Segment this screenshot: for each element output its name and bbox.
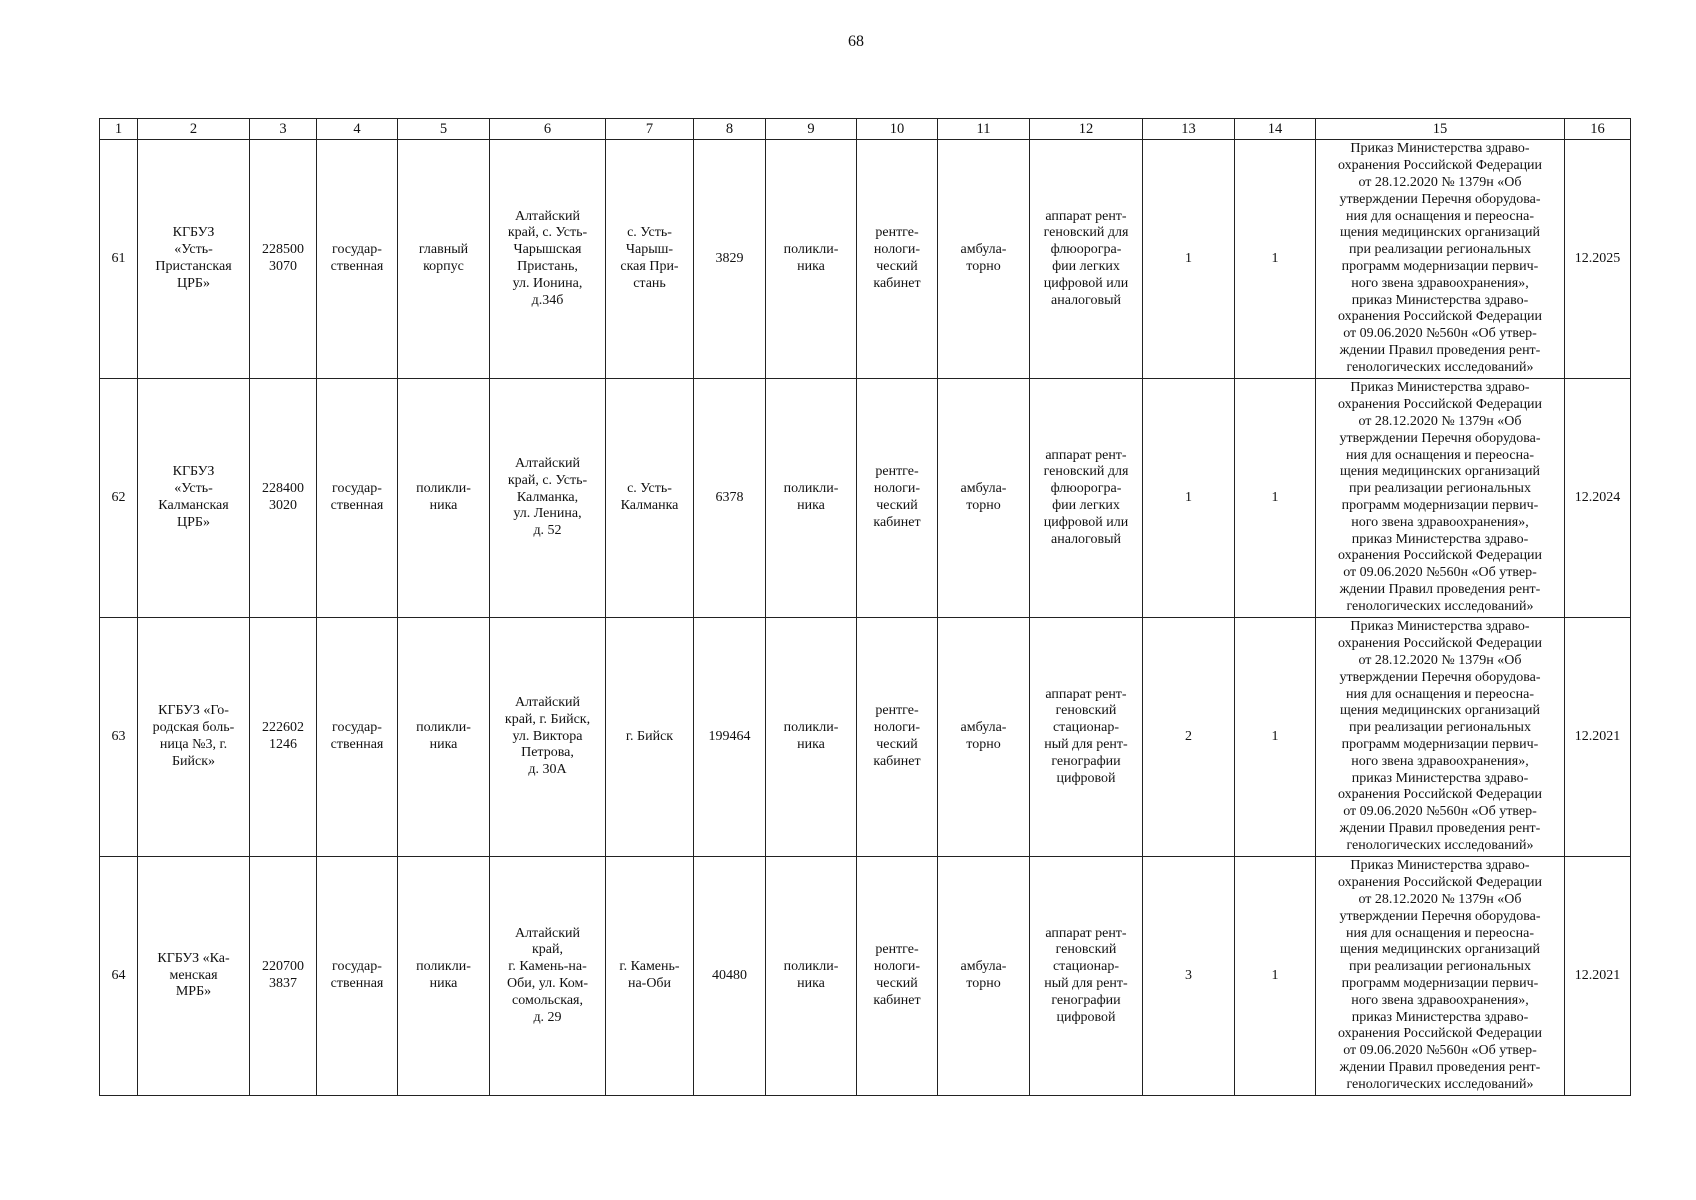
column-header: 14 — [1235, 119, 1316, 140]
equipment-cell: аппарат рент- геновский для флюорогра- фии легких цифровой или аналоговый — [1030, 379, 1143, 618]
care-mode-cell: амбула- торно — [938, 379, 1030, 618]
table-row — [100, 857, 1631, 1096]
unit-type-cell: поликли- ника — [766, 379, 857, 618]
org-code-cell: 220700 3837 — [250, 857, 317, 1096]
column-header: 6 — [490, 119, 606, 140]
department-cell: рентге- нологи- ческий кабинет — [857, 379, 938, 618]
address-cell: Алтайский край, с. Усть- Калманка, ул. Ленина, д. 52 — [490, 379, 606, 618]
address-cell: Алтайский край, с. Усть- Чарышская Пристань, ул. Ионина, д.34б — [490, 140, 606, 379]
equipment-cell: аппарат рент- геновский стационар- ный для рент- генографии цифровой — [1030, 857, 1143, 1096]
legal-basis-cell: Приказ Министерства здраво- охранения Российской Федерации от 28.12.2020 № 1379н «Об утверждении Перечня оборудова- ния для оснащения и переосна- щения медицинских организаций при реализации региональных программ модернизации первич- ного звена здравоохранения», приказ Министерства здраво- охранения Российской Федерации от 09.06.2020 №560н «Об утвер- ждении Правил проведения рент- генологических исследований» — [1316, 857, 1565, 1096]
column-13-cell: 2 — [1143, 618, 1235, 857]
column-14-cell: 1 — [1235, 140, 1316, 379]
column-13-cell: 3 — [1143, 857, 1235, 1096]
column-header: 1 — [100, 119, 138, 140]
table-row — [100, 140, 1631, 379]
population-cell: 199464 — [694, 618, 766, 857]
row-number-cell: 64 — [100, 857, 138, 1096]
column-header: 13 — [1143, 119, 1235, 140]
building-cell: поликли- ника — [398, 618, 490, 857]
building-cell: главный корпус — [398, 140, 490, 379]
column-header: 11 — [938, 119, 1030, 140]
care-mode-cell: амбула- торно — [938, 140, 1030, 379]
column-13-cell: 1 — [1143, 379, 1235, 618]
column-14-cell: 1 — [1235, 857, 1316, 1096]
ownership-cell: государ- ственная — [317, 857, 398, 1096]
organization-cell: КГБУЗ «Усть- Пристанская ЦРБ» — [138, 140, 250, 379]
row-number-cell: 62 — [100, 379, 138, 618]
care-mode-cell: амбула- торно — [938, 618, 1030, 857]
legal-basis-cell: Приказ Министерства здраво- охранения Российской Федерации от 28.12.2020 № 1379н «Об утверждении Перечня оборудова- ния для оснащения и переосна- щения медицинских организаций при реализации региональных программ модернизации первич- ного звена здравоохранения», приказ Министерства здраво- охранения Российской Федерации от 09.06.2020 №560н «Об утвер- ждении Правил проведения рент- генологических исследований» — [1316, 618, 1565, 857]
department-cell: рентге- нологи- ческий кабинет — [857, 140, 938, 379]
org-code-cell: 228500 3070 — [250, 140, 317, 379]
equipment-cell: аппарат рент- геновский стационар- ный для рент- генографии цифровой — [1030, 618, 1143, 857]
locality-cell: с. Усть- Чарыш- ская При- стань — [606, 140, 694, 379]
building-cell: поликли- ника — [398, 379, 490, 618]
org-code-cell: 228400 3020 — [250, 379, 317, 618]
date-cell: 12.2021 — [1565, 618, 1631, 857]
organization-cell: КГБУЗ «Го- родская боль- ница №3, г. Бийск» — [138, 618, 250, 857]
column-header: 12 — [1030, 119, 1143, 140]
column-header: 10 — [857, 119, 938, 140]
column-header: 16 — [1565, 119, 1631, 140]
column-14-cell: 1 — [1235, 618, 1316, 857]
column-header: 5 — [398, 119, 490, 140]
legal-basis-cell: Приказ Министерства здраво- охранения Российской Федерации от 28.12.2020 № 1379н «Об утверждении Перечня оборудова- ния для оснащения и переосна- щения медицинских организаций при реализации региональных программ модернизации первич- ного звена здравоохранения», приказ Министерства здраво- охранения Российской Федерации от 09.06.2020 №560н «Об утвер- ждении Правил проведения рент- генологических исследований» — [1316, 379, 1565, 618]
column-header: 3 — [250, 119, 317, 140]
locality-cell: с. Усть- Калманка — [606, 379, 694, 618]
department-cell: рентге- нологи- ческий кабинет — [857, 857, 938, 1096]
column-header: 9 — [766, 119, 857, 140]
row-number-cell: 61 — [100, 140, 138, 379]
table-row — [100, 618, 1631, 857]
unit-type-cell: поликли- ника — [766, 857, 857, 1096]
column-13-cell: 1 — [1143, 140, 1235, 379]
legal-basis-cell: Приказ Министерства здраво- охранения Российской Федерации от 28.12.2020 № 1379н «Об утверждении Перечня оборудова- ния для оснащения и переосна- щения медицинских организаций при реализации региональных программ модернизации первич- ного звена здравоохранения», приказ Министерства здраво- охранения Российской Федерации от 09.06.2020 №560н «Об утвер- ждении Правил проведения рент- генологических исследований» — [1316, 140, 1565, 379]
page-number: 68 — [848, 33, 864, 50]
address-cell: Алтайский край, г. Бийск, ул. Виктора Петрова, д. 30А — [490, 618, 606, 857]
org-code-cell: 222602 1246 — [250, 618, 317, 857]
ownership-cell: государ- ственная — [317, 140, 398, 379]
address-cell: Алтайский край, г. Камень-на- Оби, ул. Ком- сомольская, д. 29 — [490, 857, 606, 1096]
row-number-cell: 63 — [100, 618, 138, 857]
date-cell: 12.2021 — [1565, 857, 1631, 1096]
population-cell: 6378 — [694, 379, 766, 618]
equipment-cell: аппарат рент- геновский для флюорогра- фии легких цифровой или аналоговый — [1030, 140, 1143, 379]
date-cell: 12.2024 — [1565, 379, 1631, 618]
column-header: 8 — [694, 119, 766, 140]
date-cell: 12.2025 — [1565, 140, 1631, 379]
locality-cell: г. Камень- на-Оби — [606, 857, 694, 1096]
building-cell: поликли- ника — [398, 857, 490, 1096]
column-header: 2 — [138, 119, 250, 140]
organization-cell: КГБУЗ «Усть- Калманская ЦРБ» — [138, 379, 250, 618]
population-cell: 40480 — [694, 857, 766, 1096]
organization-cell: КГБУЗ «Ка- менская МРБ» — [138, 857, 250, 1096]
ownership-cell: государ- ственная — [317, 379, 398, 618]
column-header: 15 — [1316, 119, 1565, 140]
equipment-table — [99, 118, 1631, 1096]
column-header: 7 — [606, 119, 694, 140]
ownership-cell: государ- ственная — [317, 618, 398, 857]
care-mode-cell: амбула- торно — [938, 857, 1030, 1096]
department-cell: рентге- нологи- ческий кабинет — [857, 618, 938, 857]
unit-type-cell: поликли- ника — [766, 618, 857, 857]
column-14-cell: 1 — [1235, 379, 1316, 618]
table-row — [100, 379, 1631, 618]
locality-cell: г. Бийск — [606, 618, 694, 857]
unit-type-cell: поликли- ника — [766, 140, 857, 379]
column-number-row — [100, 119, 1631, 140]
population-cell: 3829 — [694, 140, 766, 379]
column-header: 4 — [317, 119, 398, 140]
